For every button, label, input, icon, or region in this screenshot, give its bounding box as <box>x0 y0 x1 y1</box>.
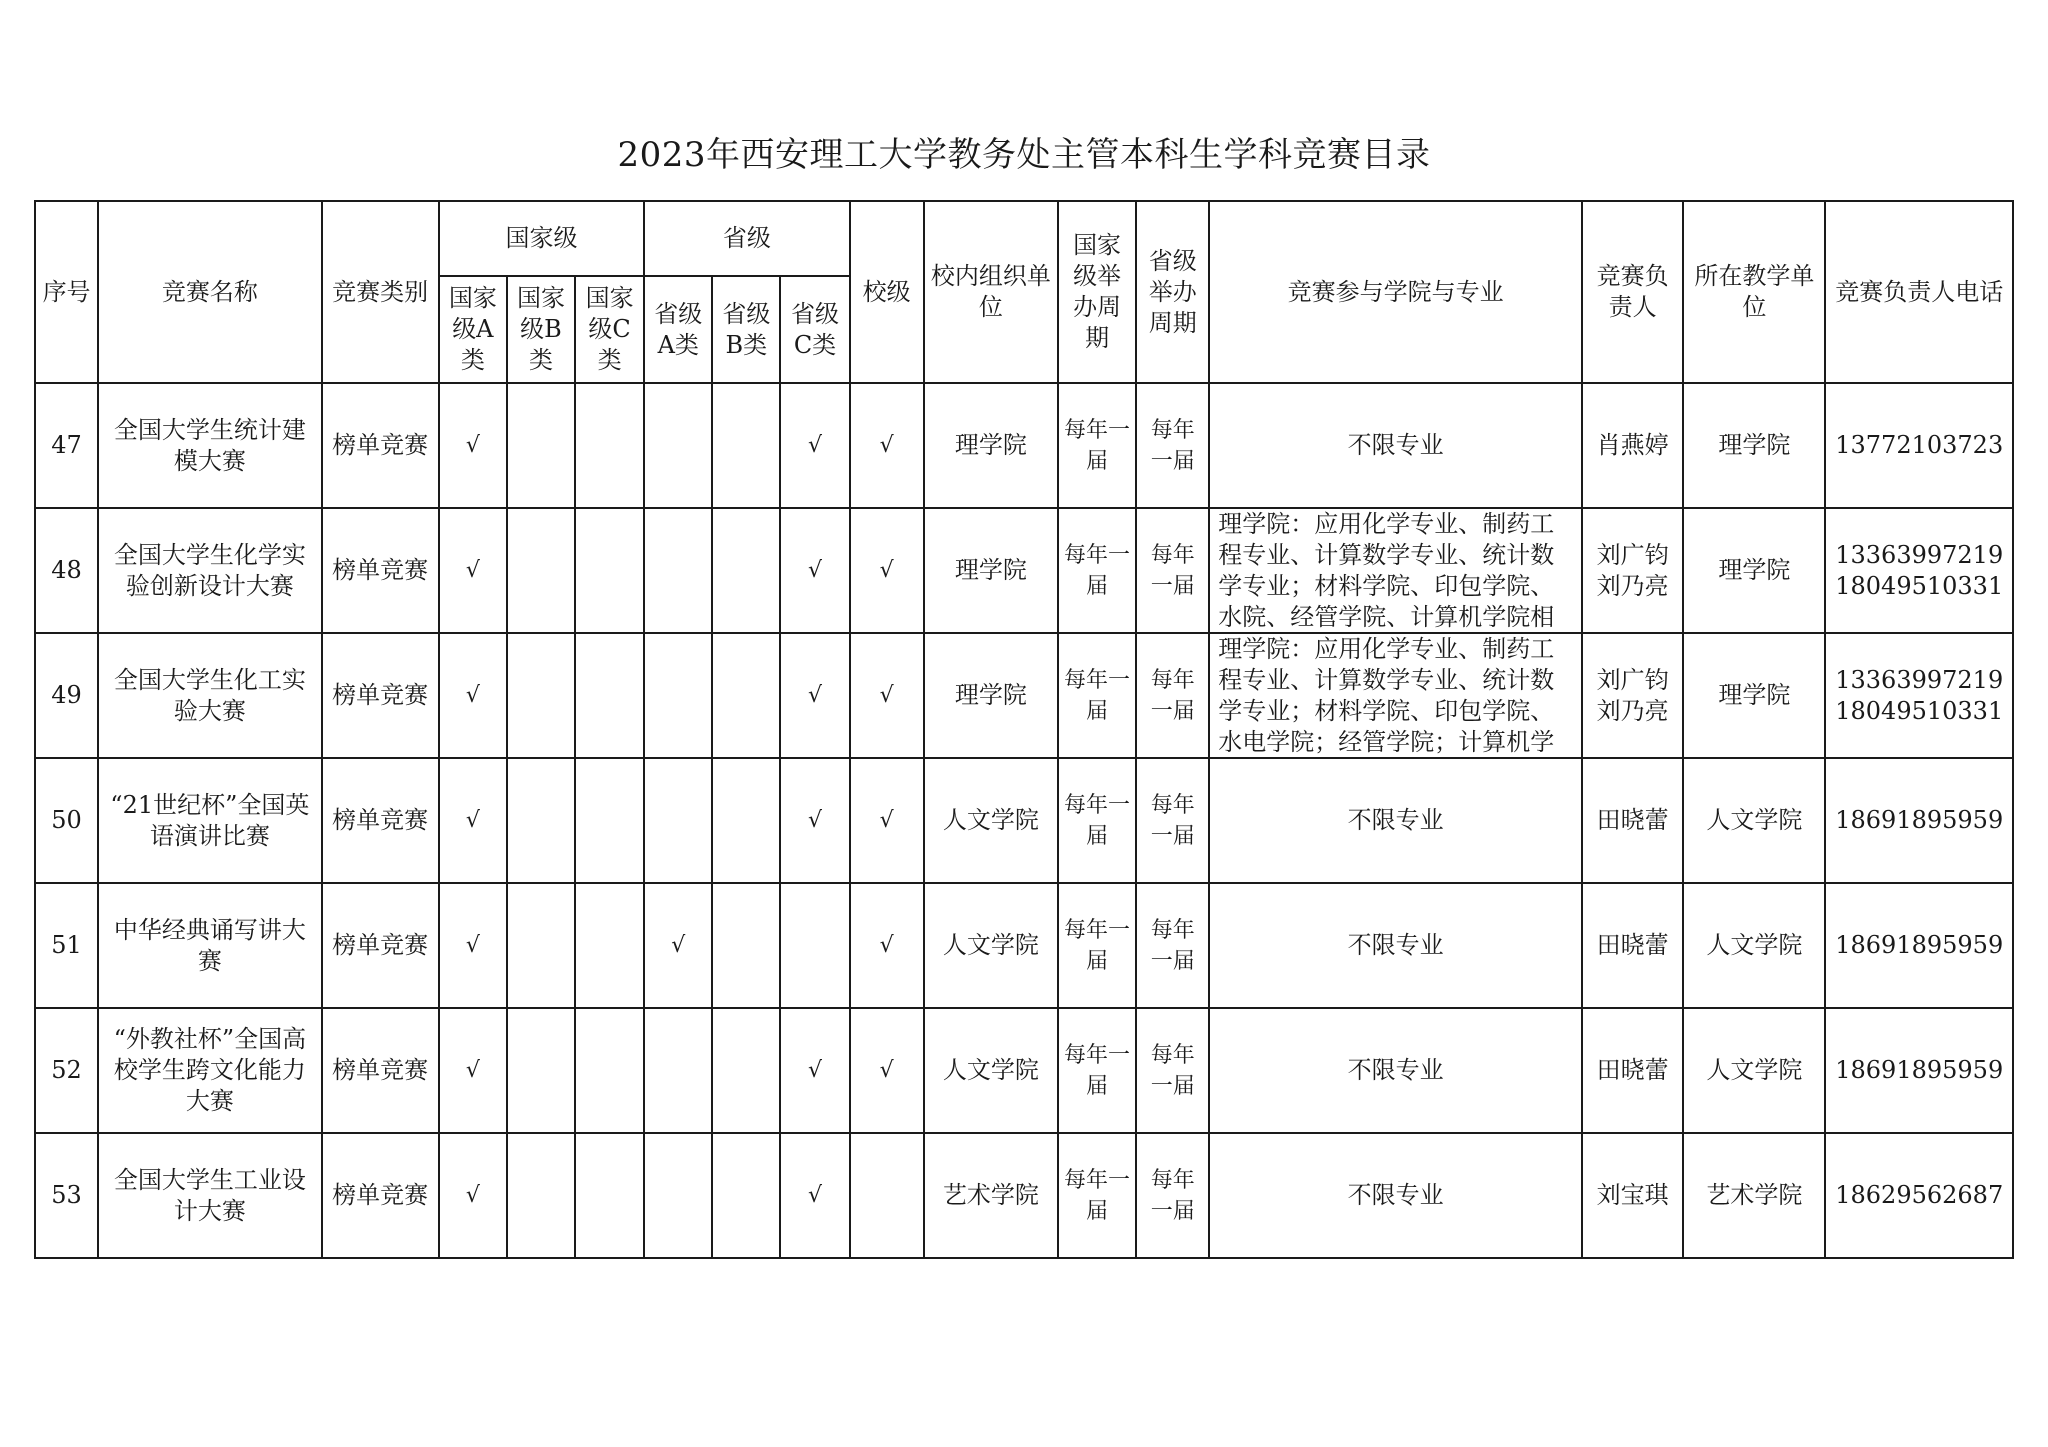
cell-national-cycle: 每年一届 <box>1058 383 1136 508</box>
cell-category: 榜单竞赛 <box>322 633 439 758</box>
cell-national-cycle: 每年一届 <box>1058 508 1136 633</box>
cell-organizer: 理学院 <box>924 383 1058 508</box>
header-provincial-group: 省级 <box>644 201 849 276</box>
cell-national-b <box>507 633 575 758</box>
participants-text: 不限专业 <box>1347 1181 1444 1209</box>
cell-seq: 52 <box>35 1008 98 1133</box>
table-row <box>35 633 2013 758</box>
cell-phone-line: 18691895959 <box>1835 931 2004 959</box>
cell-leader-line: 田晓蕾 <box>1596 806 1669 834</box>
participants-text: 不限专业 <box>1347 806 1444 834</box>
cell-provincial-a: √ <box>644 883 712 1008</box>
cell-unit: 艺术学院 <box>1683 1133 1825 1258</box>
cell-seq: 47 <box>35 383 98 508</box>
cell-seq: 51 <box>35 883 98 1008</box>
cell-category: 榜单竞赛 <box>322 758 439 883</box>
cell-provincial-b <box>712 883 780 1008</box>
cell-provincial-a <box>644 633 712 758</box>
cell-provincial-b <box>712 758 780 883</box>
header-participants: 竞赛参与学院与专业 <box>1209 201 1582 383</box>
cell-national-cycle: 每年一届 <box>1058 883 1136 1008</box>
cell-leader <box>1582 1008 1683 1133</box>
cell-national-a: √ <box>439 758 507 883</box>
cell-school: √ <box>850 883 924 1008</box>
cell-phone-line: 18691895959 <box>1835 806 2004 834</box>
cell-phone-line: 18049510331 <box>1835 571 2004 600</box>
cell-seq: 53 <box>35 1133 98 1258</box>
cell-national-c <box>575 1133 644 1258</box>
cell-category: 榜单竞赛 <box>322 383 439 508</box>
cell-national-b <box>507 1133 575 1258</box>
competition-table <box>34 200 2014 1259</box>
cell-leader-line: 田晓蕾 <box>1596 931 1669 959</box>
cell-national-cycle: 每年一届 <box>1058 1008 1136 1133</box>
cell-leader <box>1582 633 1683 758</box>
cell-leader <box>1582 1133 1683 1258</box>
header-school: 校级 <box>850 201 924 383</box>
cell-national-b <box>507 758 575 883</box>
table-row <box>35 758 2013 883</box>
table-row <box>35 1008 2013 1133</box>
header-phone: 竞赛负责人电话 <box>1825 201 2013 383</box>
cell-unit: 人文学院 <box>1683 883 1825 1008</box>
cell-provincial-a <box>644 1008 712 1133</box>
cell-provincial-cycle: 每年一届 <box>1136 508 1209 633</box>
participants-text: 理学院：应用化学专业、制药工程专业、计算数学专业、统计数学专业；材料学院、印包学院、水院、经管学院、计算机学院相 <box>1218 510 1555 631</box>
cell-provincial-c: √ <box>780 383 849 508</box>
cell-participants <box>1209 758 1582 883</box>
header-unit: 所在教学单位 <box>1683 201 1825 383</box>
cell-name: “外教社杯”全国高校学生跨文化能力大赛 <box>98 1008 321 1133</box>
cell-organizer: 人文学院 <box>924 758 1058 883</box>
cell-school: √ <box>850 383 924 508</box>
participants-text: 不限专业 <box>1347 431 1444 459</box>
cell-phone <box>1825 1133 2013 1258</box>
cell-organizer: 人文学院 <box>924 883 1058 1008</box>
cell-national-b <box>507 1008 575 1133</box>
cell-national-b <box>507 508 575 633</box>
table-row <box>35 508 2013 633</box>
cell-provincial-cycle: 每年一届 <box>1136 1008 1209 1133</box>
cell-phone-line: 13363997219 <box>1835 540 2004 569</box>
cell-leader-line: 刘广钧 <box>1596 665 1669 694</box>
cell-national-a: √ <box>439 883 507 1008</box>
cell-organizer: 理学院 <box>924 508 1058 633</box>
cell-phone <box>1825 508 2013 633</box>
cell-national-a: √ <box>439 1008 507 1133</box>
page-title: 2023年西安理工大学教务处主管本科生学科竞赛目录 <box>617 135 1431 175</box>
cell-provincial-b <box>712 633 780 758</box>
cell-name: 全国大学生化学实验创新设计大赛 <box>98 508 321 633</box>
cell-national-b <box>507 383 575 508</box>
cell-category: 榜单竞赛 <box>322 1133 439 1258</box>
cell-participants <box>1209 383 1582 508</box>
cell-unit: 人文学院 <box>1683 758 1825 883</box>
cell-provincial-c: √ <box>780 1008 849 1133</box>
cell-provincial-c: √ <box>780 633 849 758</box>
cell-provincial-cycle: 每年一届 <box>1136 1133 1209 1258</box>
cell-school: √ <box>850 633 924 758</box>
cell-organizer: 理学院 <box>924 633 1058 758</box>
cell-national-a: √ <box>439 633 507 758</box>
header-seq: 序号 <box>35 201 98 383</box>
header-provincial-a: 省级A类 <box>644 276 712 383</box>
participants-text: 不限专业 <box>1347 1056 1444 1084</box>
cell-leader <box>1582 883 1683 1008</box>
cell-unit: 理学院 <box>1683 633 1825 758</box>
cell-school: √ <box>850 1008 924 1133</box>
header-leader: 竞赛负责人 <box>1582 201 1683 383</box>
cell-national-c <box>575 508 644 633</box>
cell-seq: 50 <box>35 758 98 883</box>
cell-provincial-b <box>712 1133 780 1258</box>
cell-phone <box>1825 1008 2013 1133</box>
cell-provincial-c <box>780 883 849 1008</box>
cell-national-c <box>575 1008 644 1133</box>
cell-phone <box>1825 633 2013 758</box>
cell-school: √ <box>850 508 924 633</box>
participants-text: 理学院：应用化学专业、制药工程专业、计算数学专业、统计数学专业；材料学院、印包学院、水电学院；经管学院；计算机学 <box>1218 635 1555 756</box>
cell-provincial-cycle: 每年一届 <box>1136 383 1209 508</box>
cell-name: “21世纪杯”全国英语演讲比赛 <box>98 758 321 883</box>
cell-phone-line: 18629562687 <box>1835 1181 2004 1209</box>
cell-leader-line: 刘乃亮 <box>1596 696 1669 725</box>
cell-unit: 人文学院 <box>1683 1008 1825 1133</box>
cell-provincial-b <box>712 383 780 508</box>
cell-phone-line: 18049510331 <box>1835 696 2004 725</box>
cell-provincial-b <box>712 1008 780 1133</box>
cell-phone-line: 13363997219 <box>1835 665 2004 694</box>
cell-national-cycle: 每年一届 <box>1058 633 1136 758</box>
cell-organizer: 人文学院 <box>924 1008 1058 1133</box>
cell-participants <box>1209 508 1582 633</box>
header-national-a: 国家级A类 <box>439 276 507 383</box>
cell-provincial-a <box>644 1133 712 1258</box>
cell-unit: 理学院 <box>1683 383 1825 508</box>
cell-national-a: √ <box>439 508 507 633</box>
table-row <box>35 1133 2013 1258</box>
cell-national-c <box>575 758 644 883</box>
cell-seq: 48 <box>35 508 98 633</box>
header-national-cycle: 国家级举办周期 <box>1058 201 1136 383</box>
cell-leader-line: 刘宝琪 <box>1596 1181 1669 1209</box>
table-row <box>35 883 2013 1008</box>
cell-participants <box>1209 1133 1582 1258</box>
cell-phone <box>1825 758 2013 883</box>
cell-leader-line: 肖燕婷 <box>1596 431 1669 459</box>
cell-provincial-cycle: 每年一届 <box>1136 633 1209 758</box>
cell-name: 全国大学生统计建模大赛 <box>98 383 321 508</box>
cell-leader <box>1582 758 1683 883</box>
cell-provincial-a <box>644 383 712 508</box>
cell-provincial-a <box>644 758 712 883</box>
cell-provincial-c: √ <box>780 508 849 633</box>
cell-name: 全国大学生工业设计大赛 <box>98 1133 321 1258</box>
cell-provincial-cycle: 每年一届 <box>1136 758 1209 883</box>
cell-phone-line: 18691895959 <box>1835 1056 2004 1084</box>
cell-national-c <box>575 633 644 758</box>
cell-national-cycle: 每年一届 <box>1058 1133 1136 1258</box>
header-national-b: 国家级B类 <box>507 276 575 383</box>
cell-leader <box>1582 383 1683 508</box>
cell-national-cycle: 每年一届 <box>1058 758 1136 883</box>
cell-national-a: √ <box>439 383 507 508</box>
cell-participants <box>1209 1008 1582 1133</box>
cell-organizer: 艺术学院 <box>924 1133 1058 1258</box>
cell-national-c <box>575 883 644 1008</box>
cell-leader-line: 刘乃亮 <box>1596 571 1669 600</box>
cell-provincial-c: √ <box>780 758 849 883</box>
cell-provincial-c: √ <box>780 1133 849 1258</box>
cell-national-c <box>575 383 644 508</box>
cell-category: 榜单竞赛 <box>322 883 439 1008</box>
cell-category: 榜单竞赛 <box>322 508 439 633</box>
header-organizer: 校内组织单位 <box>924 201 1058 383</box>
cell-school <box>850 1133 924 1258</box>
cell-national-a: √ <box>439 1133 507 1258</box>
cell-provincial-cycle: 每年一届 <box>1136 883 1209 1008</box>
header-provincial-b: 省级B类 <box>712 276 780 383</box>
cell-provincial-a <box>644 508 712 633</box>
header-provincial-c: 省级C类 <box>780 276 849 383</box>
cell-school: √ <box>850 758 924 883</box>
cell-leader <box>1582 508 1683 633</box>
cell-name: 中华经典诵写讲大赛 <box>98 883 321 1008</box>
cell-phone-line: 13772103723 <box>1835 431 2004 459</box>
header-name: 竞赛名称 <box>98 201 321 383</box>
cell-unit: 理学院 <box>1683 508 1825 633</box>
cell-provincial-b <box>712 508 780 633</box>
cell-participants <box>1209 883 1582 1008</box>
cell-phone <box>1825 883 2013 1008</box>
cell-phone <box>1825 383 2013 508</box>
table-header <box>35 201 2013 383</box>
header-national-c: 国家级C类 <box>575 276 644 383</box>
cell-participants <box>1209 633 1582 758</box>
table-body <box>35 383 2013 1258</box>
cell-leader-line: 田晓蕾 <box>1596 1056 1669 1084</box>
header-provincial-cycle: 省级举办周期 <box>1136 201 1209 383</box>
participants-text: 不限专业 <box>1347 931 1444 959</box>
cell-leader-line: 刘广钧 <box>1596 540 1669 569</box>
cell-name: 全国大学生化工实验大赛 <box>98 633 321 758</box>
table-row <box>35 383 2013 508</box>
cell-category: 榜单竞赛 <box>322 1008 439 1133</box>
header-national-group: 国家级 <box>439 201 644 276</box>
cell-national-b <box>507 883 575 1008</box>
header-category: 竞赛类别 <box>322 201 439 383</box>
cell-seq: 49 <box>35 633 98 758</box>
